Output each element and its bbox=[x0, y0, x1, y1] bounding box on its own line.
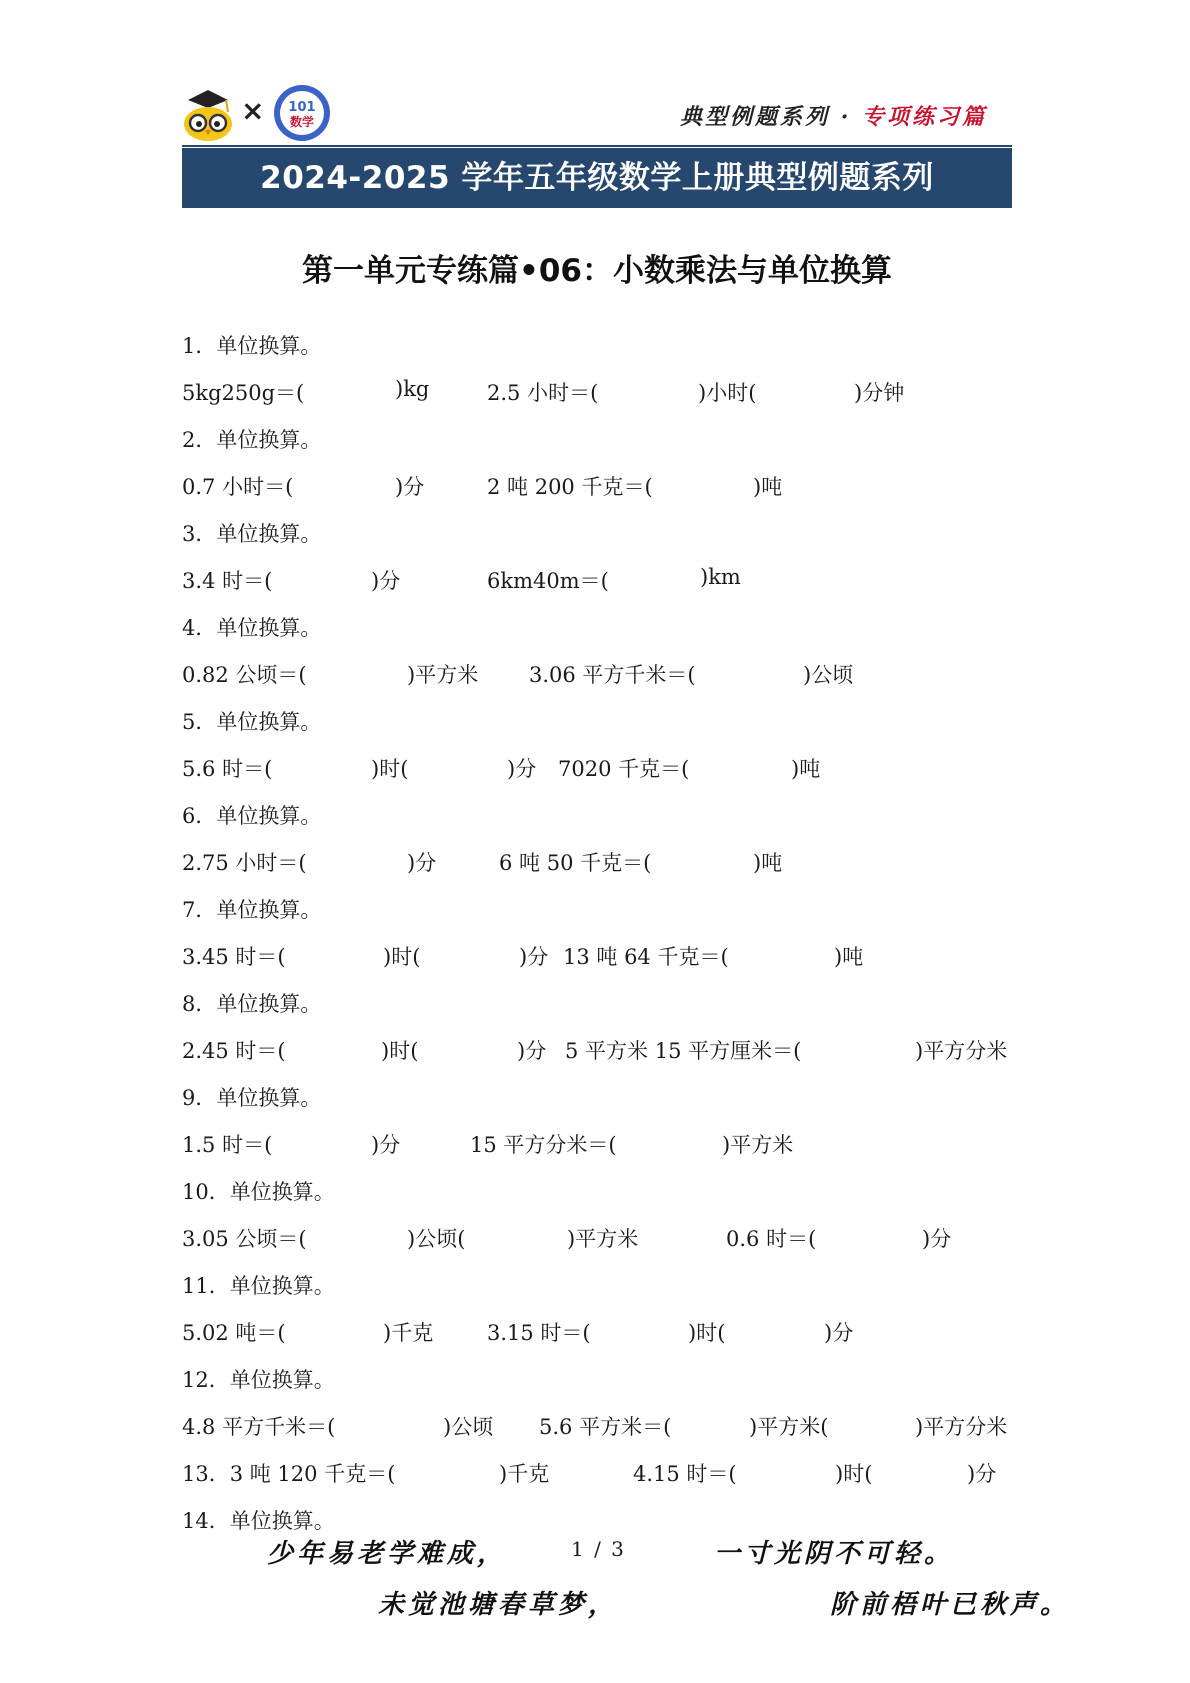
conversion-text: 3.15 时＝( bbox=[487, 1321, 591, 1345]
conversion-text: )分 bbox=[967, 1462, 997, 1486]
conversion-text: )分 bbox=[519, 945, 549, 969]
question-row bbox=[182, 565, 1012, 593]
question-label: 11．单位换算。 bbox=[182, 1274, 335, 1298]
conversion-text: )千克 bbox=[499, 1462, 550, 1486]
conversion-text: 0.6 时＝( bbox=[726, 1227, 817, 1251]
question-label: 1．单位换算。 bbox=[182, 334, 322, 358]
conversion-text: 3.45 时＝( bbox=[182, 945, 286, 969]
conversion-text: )分 bbox=[922, 1227, 952, 1251]
logo-math-text: 数学 bbox=[289, 115, 315, 129]
question-row bbox=[182, 1035, 1012, 1063]
conversion-text: 3.4 时＝( bbox=[182, 569, 273, 593]
poem-line-1: 少年易老学难成， bbox=[267, 1539, 508, 1569]
conversion-text: )平方分米 bbox=[915, 1039, 1008, 1063]
series-tag-left: 典型例题系列 bbox=[680, 104, 831, 130]
question-label: 3．单位换算。 bbox=[182, 522, 322, 546]
question-label: 14．单位换算。 bbox=[182, 1509, 335, 1533]
conversion-text: )平方米 bbox=[407, 663, 479, 687]
question-row bbox=[182, 847, 1012, 875]
poem-line-3: 未觉池塘春草梦， bbox=[378, 1590, 619, 1620]
conversion-text: )吨 bbox=[753, 475, 783, 499]
conversion-text: 5kg250g＝( bbox=[182, 381, 305, 405]
question-row bbox=[182, 1411, 1012, 1439]
question-label: 2．单位换算。 bbox=[182, 428, 322, 452]
conversion-text: 2.75 小时＝( bbox=[182, 851, 307, 875]
conversion-text: )吨 bbox=[753, 851, 783, 875]
question-label: 4．单位换算。 bbox=[182, 616, 322, 640]
conversion-text: 5.6 平方米＝( bbox=[539, 1415, 672, 1439]
series-tag bbox=[680, 100, 987, 131]
conversion-text: )时( bbox=[383, 945, 421, 969]
conversion-text: )kg bbox=[395, 377, 430, 401]
conversion-text: )千克 bbox=[383, 1321, 434, 1345]
question-row bbox=[182, 1223, 1012, 1251]
conversion-text: )小时( bbox=[698, 381, 757, 405]
conversion-text: )公顷( bbox=[407, 1227, 466, 1251]
conversion-text: )分 bbox=[371, 569, 401, 593]
conversion-text: 5 平方米 15 平方厘米＝( bbox=[565, 1039, 802, 1063]
conversion-text: )公顷 bbox=[803, 663, 854, 687]
times-sign: × bbox=[241, 94, 265, 127]
conversion-text: 2 吨 200 千克＝( bbox=[487, 475, 653, 499]
page-number: 1 / 3 bbox=[571, 1537, 626, 1561]
question-row bbox=[182, 1458, 1012, 1486]
question-label: 7．单位换算。 bbox=[182, 898, 322, 922]
conversion-text: )平方米 bbox=[722, 1133, 794, 1157]
conversion-text: )公顷 bbox=[443, 1415, 494, 1439]
question-label: 10．单位换算。 bbox=[182, 1180, 335, 1204]
conversion-text: )平方米 bbox=[567, 1227, 639, 1251]
conversion-text: 2.45 时＝( bbox=[182, 1039, 286, 1063]
question-row bbox=[182, 753, 1012, 781]
conversion-text: )平方分米 bbox=[915, 1415, 1008, 1439]
math101-logo-icon bbox=[273, 84, 331, 142]
question-row bbox=[182, 1317, 1012, 1345]
conversion-text: 6km40m＝( bbox=[487, 569, 609, 593]
conversion-text: 13 吨 64 千克＝( bbox=[563, 945, 729, 969]
question-label: 9．单位换算。 bbox=[182, 1086, 322, 1110]
conversion-text: )km bbox=[700, 565, 741, 589]
conversion-text: )分 bbox=[371, 1133, 401, 1157]
conversion-text: )分 bbox=[407, 851, 437, 875]
conversion-text: )吨 bbox=[791, 757, 821, 781]
question-row bbox=[182, 659, 1012, 687]
conversion-text: )时( bbox=[371, 757, 409, 781]
conversion-text: )分 bbox=[824, 1321, 854, 1345]
question-label: 5．单位换算。 bbox=[182, 710, 322, 734]
conversion-text: 2.5 小时＝( bbox=[487, 381, 599, 405]
conversion-text: 3.06 平方千米＝( bbox=[529, 663, 696, 687]
conversion-text: 3.05 公顷＝( bbox=[182, 1227, 307, 1251]
conversion-text: 5.6 时＝( bbox=[182, 757, 273, 781]
banner-title: 2024-2025 学年五年级数学上册典型例题系列 bbox=[182, 148, 1012, 208]
poem-line-4: 阶前梧叶已秋声。 bbox=[830, 1590, 1071, 1620]
conversion-text: )分 bbox=[395, 475, 425, 499]
conversion-text: 4.15 时＝( bbox=[633, 1462, 737, 1486]
conversion-text: 4.8 平方千米＝( bbox=[182, 1415, 336, 1439]
conversion-text: 5.02 吨＝( bbox=[182, 1321, 286, 1345]
question-row bbox=[182, 377, 1012, 405]
conversion-text: )时( bbox=[688, 1321, 726, 1345]
conversion-text: )时( bbox=[835, 1462, 873, 1486]
poem-line-2: 一寸光阴不可轻。 bbox=[714, 1539, 955, 1569]
series-tag-right: 专项练习篇 bbox=[862, 104, 988, 130]
conversion-text: )分 bbox=[517, 1039, 547, 1063]
conversion-text: )吨 bbox=[834, 945, 864, 969]
conversion-text: 15 平方分米＝( bbox=[470, 1133, 617, 1157]
series-tag-dot: · bbox=[840, 104, 852, 130]
question-row bbox=[182, 941, 1012, 969]
header-rule bbox=[182, 145, 1012, 147]
conversion-text: 6 吨 50 千克＝( bbox=[499, 851, 652, 875]
conversion-text: )时( bbox=[381, 1039, 419, 1063]
logo-101-text: 101 bbox=[288, 100, 316, 115]
conversion-text: 1.5 时＝( bbox=[182, 1133, 273, 1157]
conversion-text: )平方米( bbox=[749, 1415, 829, 1439]
conversion-text: 7020 千克＝( bbox=[558, 757, 690, 781]
conversion-text: )分钟 bbox=[854, 381, 905, 405]
page-title: 第一单元专练篇•06：小数乘法与单位换算 bbox=[302, 253, 892, 289]
conversion-text: 13．3 吨 120 千克＝( bbox=[182, 1462, 396, 1486]
question-label: 12．单位换算。 bbox=[182, 1368, 335, 1392]
conversion-text: 0.82 公顷＝( bbox=[182, 663, 307, 687]
question-row bbox=[182, 471, 1012, 499]
conversion-text: 0.7 小时＝( bbox=[182, 475, 294, 499]
question-label: 8．单位换算。 bbox=[182, 992, 322, 1016]
conversion-text: )分 bbox=[507, 757, 537, 781]
question-label: 6．单位换算。 bbox=[182, 804, 322, 828]
question-row bbox=[182, 1129, 1012, 1157]
owl-logo-icon bbox=[182, 86, 234, 142]
